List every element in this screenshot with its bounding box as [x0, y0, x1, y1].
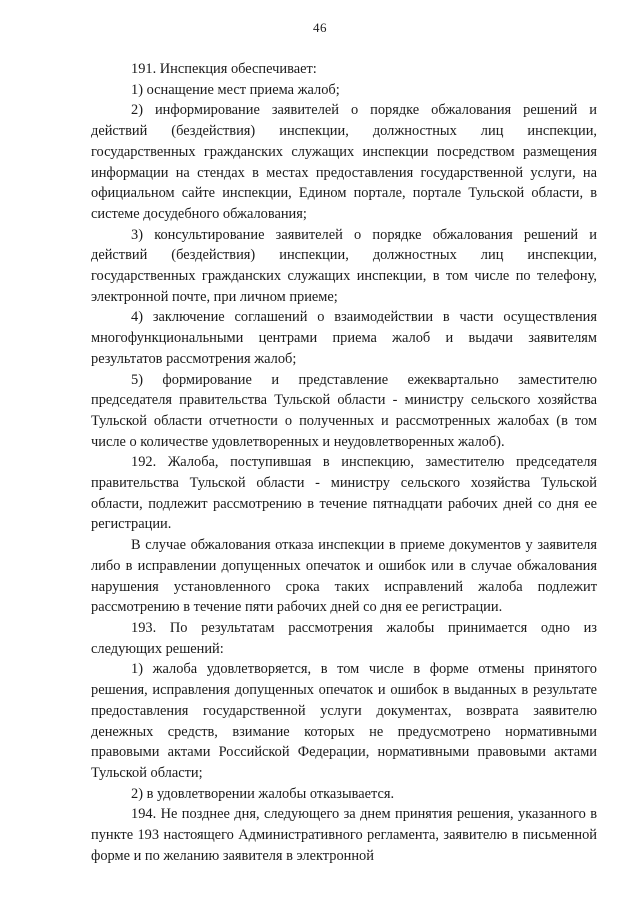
- paragraph-192-continued: В случае обжалования отказа инспекции в приеме документов у заявителя либо в исправлении допущенных опечаток и ошибок или в случае обжалования нарушения установленного срока таких исправлений жалоба подлежит рассмотрению в течение пяти рабочих дней со дня ее регистрации.: [91, 537, 597, 616]
- paragraph-191-item-4: 4) заключение соглашений о взаимодействии в части осуществления многофункциональными центрами приема жалоб и выдачи заявителям результатов рассмотрения жалоб;: [91, 309, 597, 367]
- document-body: [91, 59, 597, 866]
- paragraph-193-item-2: 2) в удовлетворении жалобы отказывается.: [131, 785, 395, 802]
- paragraph-194: 194. Не позднее дня, следующего за днем принятия решения, указанного в пункте 193 настоящего Административного регламента, заявителю в письменной форме и по желанию заявителя в электронной: [91, 806, 597, 864]
- paragraph-193-heading: 193. По результатам рассмотрения жалобы принимается одно из следующих решений:: [91, 619, 597, 657]
- paragraph-191-item-5: 5) формирование и представление ежеквартально заместителю председателя правительства Тульской области - министру сельского хозяйства Тульской области отчетности о полученных и рассмотренных жалобах (в том числе о количестве удовлетворенных и неудовлетворенных жалоб).: [91, 371, 597, 450]
- paragraph-193-item-1: 1) жалоба удовлетворяется, в том числе в форме отмены принятого решения, исправления допущенных опечаток и ошибок в выданных в результате предоставления государственной услуги документах, возврата заявителю денежных средств, взимание которых не предусмотрено нормативными правовыми актами Российской Федерации, нормативными правовыми актами Тульской области;: [91, 661, 597, 781]
- paragraph-191-item-3: 3) консультирование заявителей о порядке обжалования решений и действий (бездействия) инспекции, должностных лиц инспекции, государственных гражданских служащих инспекции, в том числе по телефону, электронной почте, при личном приеме;: [91, 226, 597, 305]
- paragraph-191-heading: 191. Инспекция обеспечивает:: [131, 61, 317, 77]
- page-number: 46: [313, 20, 327, 35]
- paragraph-192: 192. Жалоба, поступившая в инспекцию, заместителю председателя правительства Тульской области - министру сельского хозяйства Тульской области, подлежит рассмотрению в течение пятнадцати рабочих дней со дня ее регистрации.: [91, 454, 597, 533]
- paragraph-191-item-2: 2) информирование заявителей о порядке обжалования решений и действий (бездействия) инспекции, должностных лиц инспекции, государственных гражданских служащих инспекции посредством размещения информации на стендах в местах предоставления государственной услуги, на официальном сайте инспекции, Едином портале, портале Тульской области, в системе досудебного обжалования;: [91, 102, 597, 222]
- paragraph-191-item-1: 1) оснащение мест приема жалоб;: [131, 81, 340, 98]
